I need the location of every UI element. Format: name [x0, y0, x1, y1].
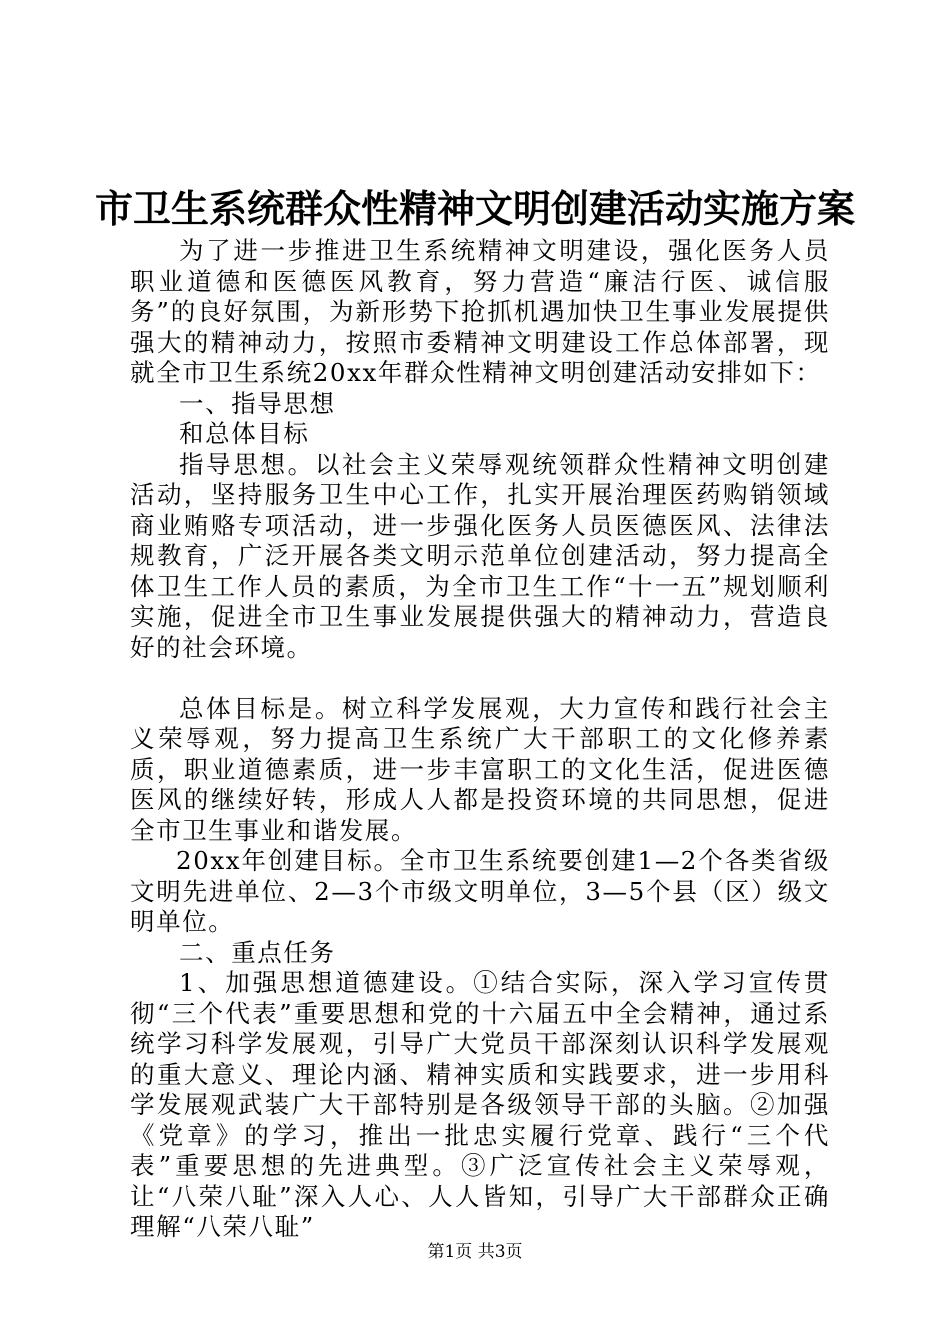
document-body	[130, 236, 830, 1243]
paragraph-spacer	[130, 663, 830, 694]
overall-goal-paragraph: 总体目标是。树立科学发展观，大力宣传和践行社会主义荣辱观，努力提高卫生系统广大干部职工的文化修养素质，职业道德素质，进一步丰富职工的文化生活，促进医德医风的继续好转，形成人人都是投资环境的共同思想，促进全市卫生事业和谐发展。	[130, 693, 830, 845]
section-heading-1: 一、指导思想	[179, 388, 336, 418]
intro-paragraph: 为了进一步推进卫生系统精神文明建设，强化医务人员职业道德和医德医风教育，努力营造“廉洁行医、诚信服务”的良好氛围，为新形势下抢抓机遇加快卫生事业发展提供强大的精神动力，按照市委精神文明建设工作总体部署，现就全市卫生系统20xx年群众性精神文明创建活动安排如下：	[130, 236, 830, 387]
document-title: 市卫生系统群众性精神文明创建活动实施方案	[94, 186, 855, 231]
task-1-paragraph: 1、加强思想道德建设。①结合实际，深入学习宣传贯彻“三个代表”重要思想和党的十六届五中全会精神，通过系统学习科学发展观，引导广大党员干部深刻认识科学发展观的重大意义、理论内涵、精神实质和实践要求，进一步用科学发展观武装广大干部特别是各级领导干部的头脑。②加强《党章》的学习，推出一批忠实履行党章、践行“三个代表”重要思想的先进典型。③广泛宣传社会主义荣辱观，让“八荣八耻”深入人心、人人皆知，引导广大干部群众正确理解“八荣八耻”	[130, 968, 830, 1241]
section-heading-2: 二、重点任务	[179, 937, 336, 967]
section-heading-1-continued: 和总体目标	[179, 419, 310, 448]
page-number-footer: 第1页 共3页	[427, 1242, 523, 1262]
annual-goal-paragraph: 20xx年创建目标。全市卫生系统要创建1—2个各类省级文明先进单位、2—3个市级文明单位，3—5个县（区）级文明单位。	[130, 846, 830, 936]
guiding-thought-paragraph: 指导思想。以社会主义荣辱观统领群众性精神文明创建活动，坚持服务卫生中心工作，扎实开展治理医药购销领域商业贿赂专项活动，进一步强化医务人员医德医风、法律法规教育，广泛开展各类文明示范单位创建活动，努力提高全体卫生工作人员的素质，为全市卫生工作“十一五”规划顺利实施，促进全市卫生事业发展提供强大的精神动力，营造良好的社会环境。	[130, 449, 830, 662]
